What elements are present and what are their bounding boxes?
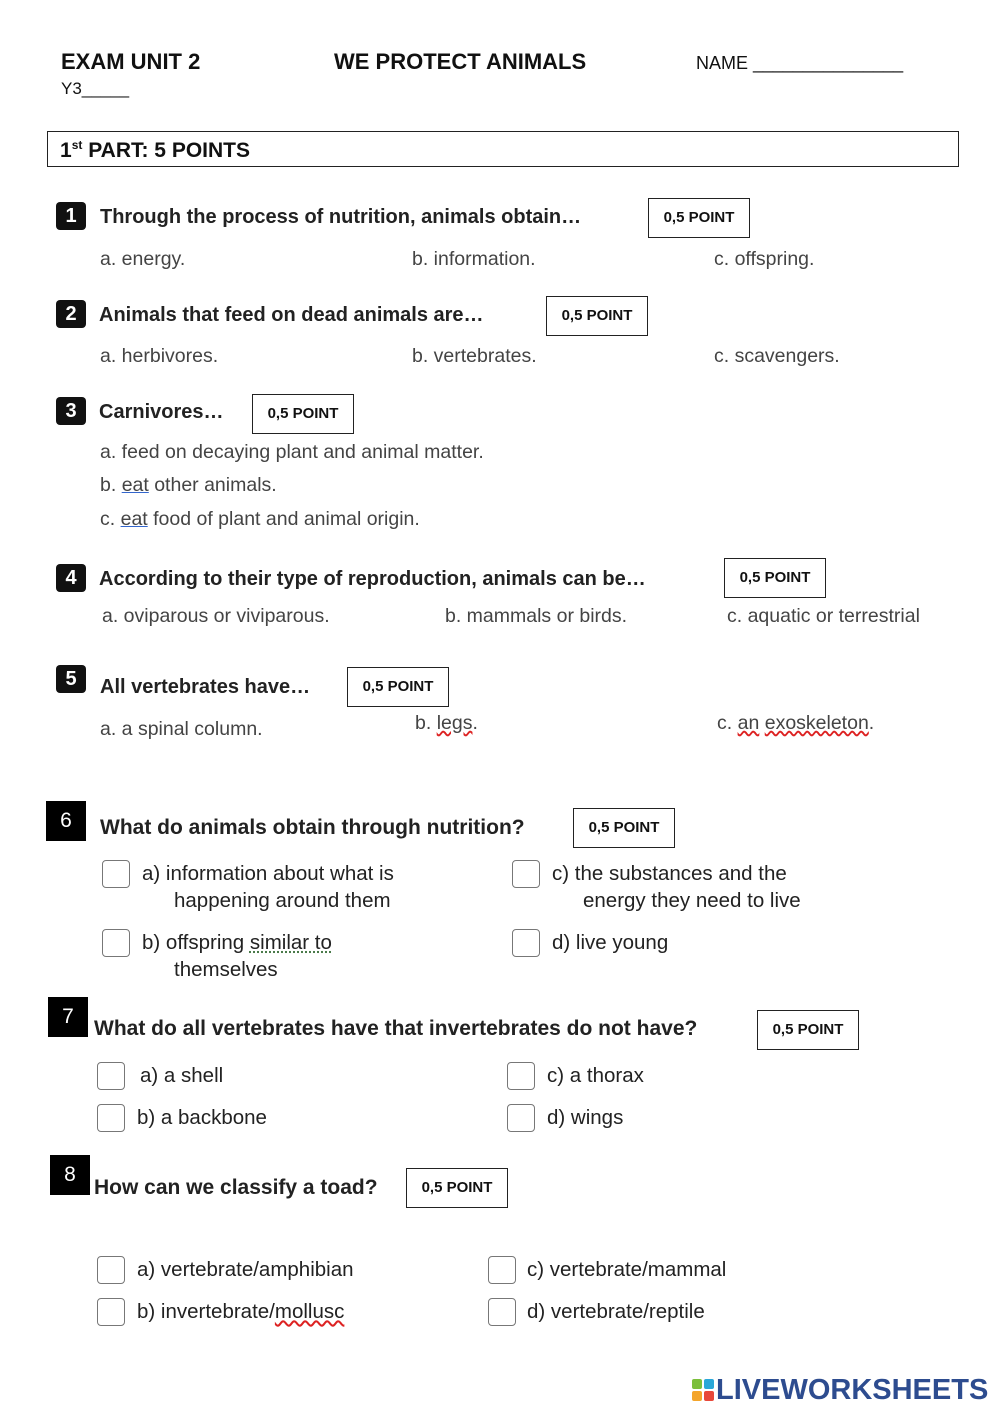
points-box-6: 0,5 POINT [573, 808, 675, 848]
q8-checkbox-d[interactable] [488, 1298, 516, 1326]
q6-option-b-prefix: b) offspring [142, 931, 250, 954]
q6-checkbox-d[interactable] [512, 929, 540, 957]
exam-topic: WE PROTECT ANIMALS [334, 49, 587, 74]
points-box-7: 0,5 POINT [757, 1010, 859, 1050]
q4-option-a[interactable]: a. oviparous or viviparous. [102, 605, 330, 627]
points-box-5: 0,5 POINT [347, 667, 449, 707]
q7-checkbox-d[interactable] [507, 1104, 535, 1132]
class-field-label: Y3_____ [61, 79, 130, 98]
part-label: PART: 5 POINTS [88, 139, 250, 162]
question-4-text: According to their type of reproduction, animals can be… [99, 568, 646, 590]
q3-option-b-prefix: b. [100, 474, 122, 496]
q5-option-b-prefix: b. [415, 712, 437, 734]
q3-option-b-rest: other animals. [148, 474, 277, 496]
q8-option-b-underlined: mollusc [274, 1300, 345, 1323]
q7-checkbox-a[interactable] [97, 1062, 125, 1090]
points-box-3: 0,5 POINT [252, 394, 354, 434]
q6-checkbox-a[interactable] [102, 860, 130, 888]
q3-option-b[interactable] [100, 474, 277, 497]
q1-option-c[interactable]: c. offspring. [714, 248, 815, 270]
points-box-1: 0,5 POINT [648, 198, 750, 238]
q6-option-b-line2: themselves [174, 958, 278, 981]
q5-option-b-underlined: legs [436, 712, 473, 734]
q8-checkbox-c[interactable] [488, 1256, 516, 1284]
question-number-8: 8 [50, 1155, 90, 1195]
q3-option-c-prefix: c. [100, 508, 121, 530]
question-number-5: 5 [56, 665, 86, 693]
q8-option-c: c) vertebrate/mammal [527, 1258, 727, 1281]
question-number-6: 6 [46, 801, 86, 841]
q2-option-c[interactable]: c. scavengers. [714, 345, 840, 367]
question-number-7: 7 [48, 997, 88, 1037]
question-2-text: Animals that feed on dead animals are… [99, 304, 484, 326]
question-3-text: Carnivores… [99, 401, 224, 423]
q5-option-b-rest: . [472, 712, 478, 734]
name-field-label: NAME _______________ [696, 53, 904, 73]
q8-checkbox-a[interactable] [97, 1256, 125, 1284]
q6-option-c-line1: c) the substances and the [552, 862, 787, 885]
q4-option-b[interactable]: b. mammals or birds. [445, 605, 628, 627]
q4-option-c[interactable]: c. aquatic or terrestrial [727, 605, 920, 627]
q8-checkbox-b[interactable] [97, 1298, 125, 1326]
q5-option-c-underlined-2: exoskeleton [764, 712, 869, 734]
q5-option-c-rest: . [868, 712, 875, 734]
q2-option-b[interactable]: b. vertebrates. [412, 345, 537, 367]
liveworksheets-wordmark: LIVEWORKSHEETS [716, 1374, 989, 1406]
q5-option-a[interactable]: a. a spinal column. [100, 718, 263, 740]
question-number-1: 1 [56, 202, 86, 230]
question-7-text: What do all vertebrates have that invertebrates do not have? [94, 1017, 698, 1040]
question-8-text: How can we classify a toad? [94, 1176, 378, 1199]
q8-option-a: a) vertebrate/amphibian [137, 1258, 354, 1281]
q5-option-c-underlined-1: an [737, 712, 760, 734]
question-number-2: 2 [56, 300, 86, 328]
q3-option-c-underlined: eat [120, 508, 148, 530]
exam-title: EXAM UNIT 2 [61, 49, 201, 74]
q7-checkbox-b[interactable] [97, 1104, 125, 1132]
q7-checkbox-c[interactable] [507, 1062, 535, 1090]
q6-option-a-line1: a) information about what is [142, 862, 394, 885]
q3-option-a[interactable]: a. feed on decaying plant and animal matter. [100, 441, 484, 463]
points-box-2: 0,5 POINT [546, 296, 648, 336]
q7-option-a: a) a shell [140, 1064, 224, 1087]
liveworksheets-logo-icon [691, 1374, 715, 1408]
q6-checkbox-c[interactable] [512, 860, 540, 888]
q6-option-d: d) live young [552, 931, 669, 954]
q8-option-b-prefix: b) invertebrate/ [137, 1300, 275, 1323]
q5-option-c-prefix: c. [717, 712, 738, 734]
q1-option-b[interactable]: b. information. [412, 248, 536, 270]
q6-option-a-line2: happening around them [174, 889, 391, 912]
q5-option-b[interactable] [415, 712, 478, 735]
q6-option-c-line2: energy they need to live [583, 889, 801, 912]
part-heading [47, 131, 959, 167]
q1-option-a[interactable]: a. energy. [100, 248, 186, 270]
question-6-text: What do animals obtain through nutrition? [100, 816, 525, 839]
part-ordinal: 1 [60, 139, 72, 162]
q5-option-c[interactable] [717, 712, 874, 735]
question-number-4: 4 [56, 564, 86, 592]
q7-option-c: c) a thorax [547, 1064, 644, 1087]
q3-option-b-underlined: eat [121, 474, 149, 496]
points-box-8: 0,5 POINT [406, 1168, 508, 1208]
q8-option-d: d) vertebrate/reptile [527, 1300, 705, 1323]
q6-checkbox-b[interactable] [102, 929, 130, 957]
q7-option-b: b) a backbone [137, 1106, 267, 1129]
q8-option-b [137, 1300, 344, 1324]
part-ordinal-suffix: st [71, 138, 83, 152]
q3-option-c-rest: food of plant and animal origin. [147, 508, 420, 530]
q2-option-a[interactable]: a. herbivores. [100, 345, 219, 367]
q3-option-c[interactable] [100, 508, 420, 531]
q7-option-d: d) wings [547, 1106, 624, 1129]
question-1-text: Through the process of nutrition, animals obtain… [100, 206, 582, 228]
q6-option-b-line1 [142, 931, 332, 955]
points-box-4: 0,5 POINT [724, 558, 826, 598]
question-number-3: 3 [56, 397, 86, 425]
question-5-text: All vertebrates have… [100, 676, 311, 698]
q6-option-b-underlined: similar to [249, 931, 332, 954]
